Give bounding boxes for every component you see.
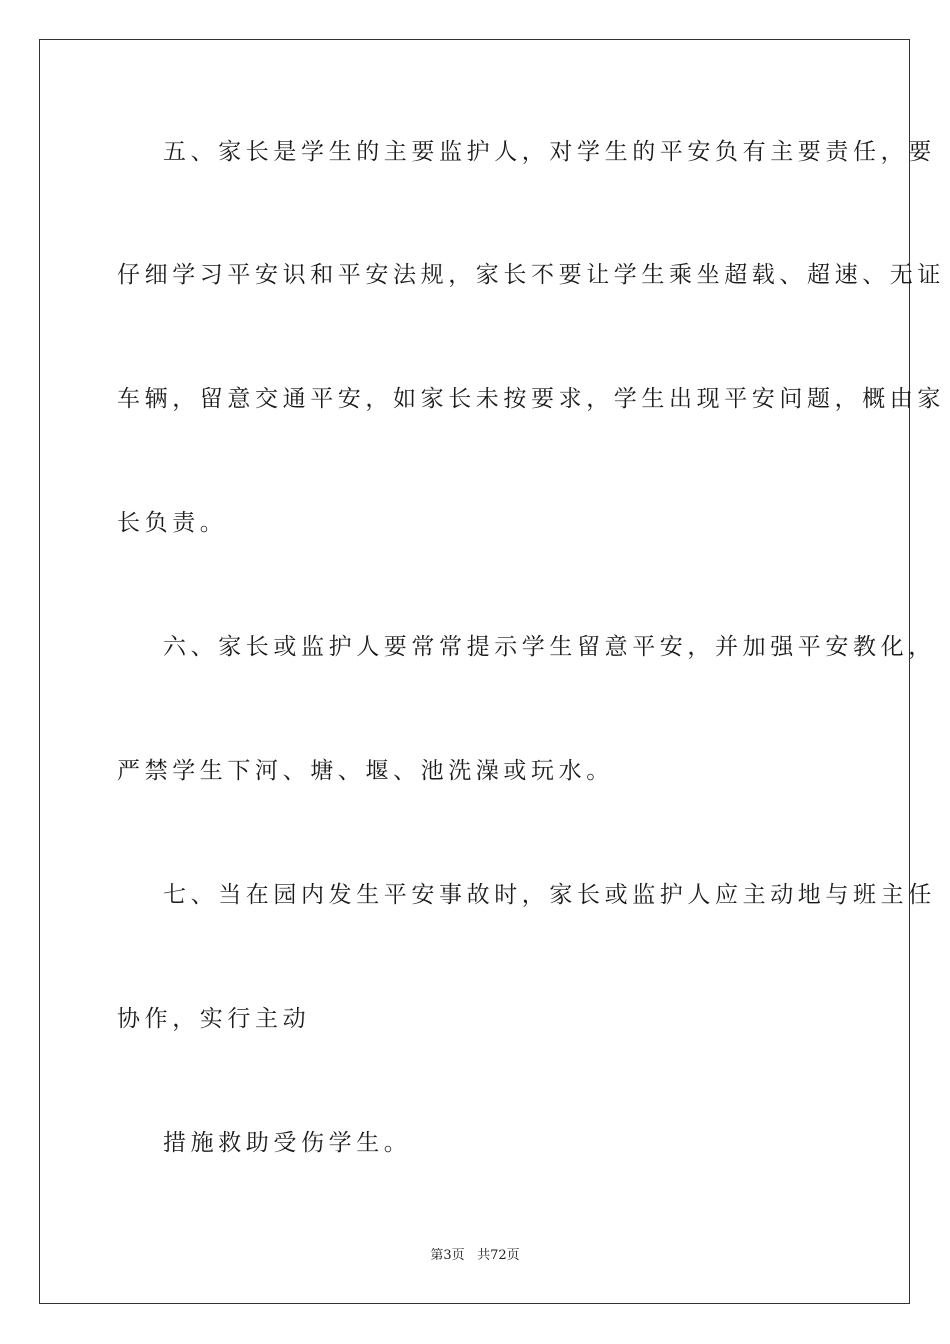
paragraph-6-line-1: 六、家长或监护人要常常提示学生留意平安，并加强平安教化，: [163, 634, 936, 660]
paragraph-7-line-2: 协作，实行主动: [117, 1006, 311, 1032]
paragraph-5-line-2: 仔细学习平安识和平安法规，家长不要让学生乘坐超载、超速、无证: [117, 262, 945, 288]
total-pages: 共72页: [477, 1248, 520, 1263]
page-footer: [0, 1247, 950, 1265]
paragraph-7-line-1: 七、当在园内发生平安事故时，家长或监护人应主动地与班主任: [163, 882, 936, 908]
paragraph-6-line-2: 严禁学生下河、塘、堰、池洗澡或玩水。: [117, 758, 614, 784]
paragraph-5-line-3: 车辆，留意交通平安，如家长未按要求，学生出现平安问题，概由家: [117, 386, 945, 412]
page-frame: [39, 39, 910, 1304]
paragraph-5-line-1: 五、家长是学生的主要监护人，对学生的平安负有主要责任，要: [163, 139, 936, 165]
paragraph-5-line-4: 长负责。: [117, 510, 228, 536]
paragraph-8-line-1: 措施救助受伤学生。: [163, 1130, 412, 1156]
page-number: 第3页: [430, 1248, 465, 1263]
